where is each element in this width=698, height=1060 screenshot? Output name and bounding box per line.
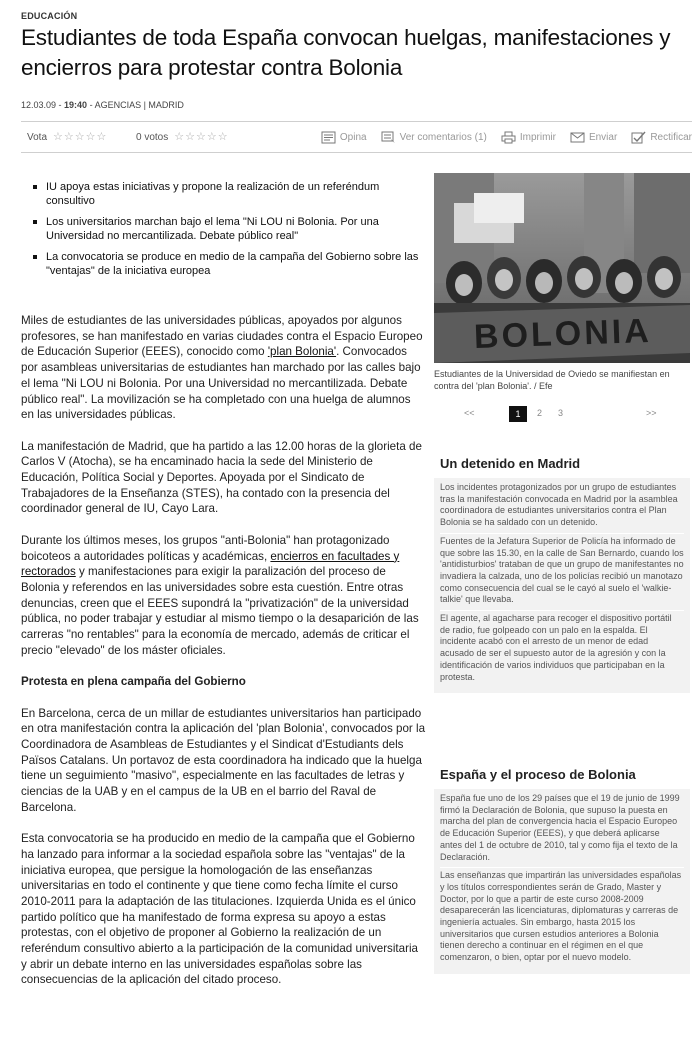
comments-label: Ver comentarios (1) <box>399 132 487 143</box>
plan-bolonia-link[interactable]: 'plan Bolonia' <box>267 345 337 359</box>
paragraph-text: . Convocados por asambleas universitarias de estudiantes han marchado por las calles bajo el lema "Ni LOU ni Bolonia. Por una Universidad no mercantilizada. Debate público real". La movilización se ha completado con una huelga de alumnos en las universidades públicas. <box>21 345 421 422</box>
vote-stars[interactable] <box>53 132 106 143</box>
star-icon[interactable]: ☆ <box>63 131 74 143</box>
sidebar-paragraph: Las enseñanzas que impartirán las universidades españolas y los títulos correspondientes serán de Grado, Master y Doctor, por lo que a partir de este curso 2008-2009 desaparecerán las licenciaturas, diplomaturas y carreras de ingeniería actuales. Sin embargo, hasta 2015 los universitarios que cursen estudios anteriores a Bolonia tienen derecho a continuar en el régimen en el que comenzaron, o bien, optar por el nuevo modelo. <box>440 870 682 963</box>
sidebar-paragraph: España fue uno de los 29 países que el 19 de junio de 1999 firmó la Declaración de Bolonia, que supuso la puesta en marcha del plan de convergencia hacia el Espacio Europeo de Educación Superior (EEES), y que deberá aplicarse antes del 1 de octubre de 2010, tal y como fija el texto de la Declaración. <box>440 793 684 868</box>
comments-icon <box>381 131 396 144</box>
star-icon[interactable]: ☆ <box>85 131 96 143</box>
star-icon[interactable]: ☆ <box>74 131 85 143</box>
opina-button[interactable] <box>321 131 367 144</box>
star-icon[interactable]: ☆ <box>96 131 107 143</box>
star-icon: ☆ <box>185 131 195 143</box>
section-label[interactable]: EDUCACIÓN <box>21 11 78 21</box>
star-icon[interactable]: ☆ <box>53 131 63 143</box>
mail-icon <box>570 131 585 144</box>
print-label: Imprimir <box>519 132 556 143</box>
banner-text: BOLONIA <box>473 311 653 357</box>
headline: Estudiantes de toda España convocan huelgas, manifestaciones y encierros para protestar contra Bolonia <box>21 25 671 80</box>
date: 12.03.09 - <box>21 100 65 110</box>
vote-label: Vota <box>27 132 48 143</box>
photo-pager <box>434 406 690 422</box>
paragraph: La manifestación de Madrid, que ha partido a las 12.00 horas de la glorieta de Carlos V (Atocha), se ha encaminado hacia la sede del Ministerio de Educación, Política Social y Deportes. Apoyada por el Sindicato de Trabajadores de la Enseñanza (STES), ha contado con la presencia del coordinador general de IU, Cayo Lara. <box>21 439 422 516</box>
rating-stars <box>174 132 227 143</box>
source: - AGENCIAS | MADRID <box>87 100 184 110</box>
sidebar-paragraph: El agente, al agacharse para recoger el dispositivo portátil de radio, fue golpeado con un palo en la espalda. El incidente acabó con el arresto de un menor de edad acusado de ser el supuesto autor de la agresión y con la identificación de varios individuos que participaban en la protesta. <box>440 613 672 682</box>
rectify-label: Rectificar <box>650 132 692 143</box>
pager-page-1[interactable]: 1 <box>509 406 527 422</box>
star-icon: ☆ <box>174 131 185 143</box>
sidebar-paragraph: Fuentes de la Jefatura Superior de Policía ha informado de que sobre las 15.30, en la calle de San Bernardo, cuando los 'antidisturbios' trataban de que un grupo de manifestantes no invadiera la calzada, uno de los policías recibió un manotazo como consecuencia del cual se le cayó al suelo el 'walkie-talkie' que llevaba. <box>440 536 684 611</box>
paragraph-text: y manifestaciones para exigir la paralización del proceso de Bolonia y referendos en las universidades sobre esta cuestión. Entre otras denuncias, creen que el EEES supondrá la "privatización" de la universidad pública, no poder trabajar y estudiar al mismo tiempo o la desaparición de las carreras "no rentables" para la economía de mercado, además de criticar el precio "elevado" de los máster oficiales. <box>21 565 419 657</box>
paragraph <box>21 533 426 659</box>
summary-bullet: Los universitarios marchan bajo el lema "Ni LOU ni Bolonia. Por una Universidad no mercantilizada. Debate público real" <box>30 215 425 243</box>
paragraph: Esta convocatoria se ha producido en medio de la campaña que el Gobierno ha lanzado para informar a la sociedad española sobre las "ventajas" de la iniciativa europea, que persigue la homologación de las enseñanzas universitarias en todo el continente y que tiene como fecha límite el curso 2010-2011 para la adaptación de las titulaciones. Izquierda Unida es el único partido político que ha manifestado de forma expresa su apoyo a estas protestas, con el objetivo de proponer al Gobierno la realización de un referéndum consultivo abierto a la participación de la comunidad universitaria y abrir un debate interno en las universidades españolas sobre las consecuencias de la aplicación del citado proceso. <box>21 832 418 987</box>
send-label: Enviar <box>588 132 618 143</box>
print-icon <box>501 131 516 144</box>
article-body <box>21 313 426 1004</box>
rectify-button[interactable] <box>631 131 692 144</box>
photo-caption: Estudiantes de la Universidad de Oviedo se manifiestan en contra del 'plan Bolonia'. / Efe <box>434 369 670 391</box>
article-photo[interactable] <box>434 173 690 363</box>
summary-bullet: La convocatoria se produce en medio de la campaña del Gobierno sobre las "ventajas" de la iniciativa europea <box>30 250 425 278</box>
rectify-icon <box>631 131 646 144</box>
votes-widget <box>136 132 228 143</box>
vote-widget <box>27 132 106 143</box>
paragraph: En Barcelona, cerca de un millar de estudiantes universitarios han participado en otra manifestación contra la aplicación del 'plan Bolonia', convocados por la Coordinadora de Asambleas de Estudiantes y el Sindicat d'Estudiants dels Països Catalans. Un portavoz de esta coordinadora ha indicado que la huelga tiene un seguimiento "masivo", especialmente en las facultades de letras y ciencias de la UAB y en el campus de la UB en el barrio del Raval de Barcelona. <box>21 706 426 814</box>
pager-prev[interactable]: << <box>464 408 475 418</box>
time: 19:40 <box>64 100 88 110</box>
sidebar-box-detenido <box>434 478 690 693</box>
sidebar-title-bolonia: España y el proceso de Bolonia <box>440 767 636 782</box>
star-icon: ☆ <box>217 131 228 143</box>
encierros-link[interactable]: encierros en facultades y rectorados <box>21 549 400 579</box>
dateline <box>21 100 184 110</box>
summary-bullets <box>30 180 425 285</box>
article-toolbar <box>21 121 692 153</box>
votes-count: 0 votos <box>136 132 169 143</box>
paragraph-text: Miles de estudiantes de las universidades públicas, apoyados por algunos profesores, se han manifestado en varias ciudades contra el Espacio Europeo de Educación Superior (EEES), conocido como <box>21 314 423 359</box>
send-button[interactable] <box>570 131 617 144</box>
print-button[interactable] <box>501 131 556 144</box>
sidebar-title-detenido: Un detenido en Madrid <box>440 456 581 471</box>
summary-bullet: IU apoya estas iniciativas y propone la realización de un referéndum consultivo <box>30 180 425 208</box>
sidebar-box-bolonia <box>434 789 690 974</box>
subheading: Protesta en plena campaña del Gobierno <box>21 675 246 689</box>
pager-page-2[interactable]: 2 <box>537 408 543 418</box>
paragraph-text: Durante los últimos meses, los grupos "anti-Bolonia" han protagonizado boicoteos a autoridades políticas y académicas, <box>21 533 390 563</box>
star-icon: ☆ <box>206 131 217 143</box>
opina-icon <box>321 131 336 144</box>
sidebar-paragraph: Los incidentes protagonizados por un grupo de estudiantes tras la manifestación convocada en Madrid por la asamblea coordinadora de estudiantes universitarios contra el Plan Bolonia se ha saldado con un detenido. <box>440 482 684 534</box>
pager-page-3[interactable]: 3 <box>558 408 564 418</box>
paragraph <box>21 313 426 423</box>
star-icon: ☆ <box>196 131 206 143</box>
opina-label: Opina <box>339 132 367 143</box>
article-actions <box>321 131 692 144</box>
pager-next[interactable]: >> <box>646 408 657 418</box>
comments-button[interactable] <box>381 131 487 144</box>
